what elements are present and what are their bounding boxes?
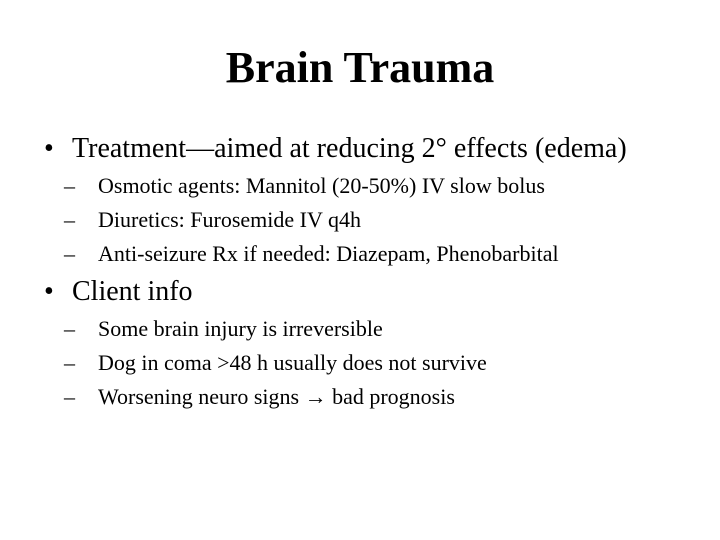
bullet-marker: • (44, 133, 54, 164)
sub-bullet-item (64, 349, 487, 377)
dash-marker: – (64, 173, 75, 198)
sub-bullet-item (64, 240, 559, 268)
slide-title: Brain Trauma (225, 43, 495, 92)
dash-marker: – (64, 316, 75, 341)
dash-marker: – (64, 207, 75, 232)
bullet-marker: • (44, 276, 54, 307)
sub-bullet-text: Dog in coma >48 h usually does not survive (98, 350, 487, 375)
bullet-text: Treatment—aimed at reducing 2° effects (edema) (72, 133, 627, 164)
dash-marker: – (64, 350, 75, 375)
bullet-text: Client info (72, 276, 193, 307)
sub-bullet-item (64, 383, 455, 411)
dash-marker: – (64, 241, 75, 266)
sub-bullet-text: Worsening neuro signs → bad prognosis (98, 384, 455, 409)
dash-marker: – (64, 384, 75, 409)
bullet-item (44, 275, 193, 309)
sub-bullet-text: Some brain injury is irreversible (98, 316, 383, 341)
sub-bullet-item (64, 315, 383, 343)
sub-bullet-text: Osmotic agents: Mannitol (20-50%) IV slow bolus (98, 173, 545, 198)
bullet-item (44, 132, 627, 166)
sub-bullet-text: Anti-seizure Rx if needed: Diazepam, Phenobarbital (98, 241, 559, 266)
sub-bullet-item (64, 172, 545, 200)
sub-bullet-text: Diuretics: Furosemide IV q4h (98, 207, 361, 232)
sub-bullet-item (64, 206, 361, 234)
